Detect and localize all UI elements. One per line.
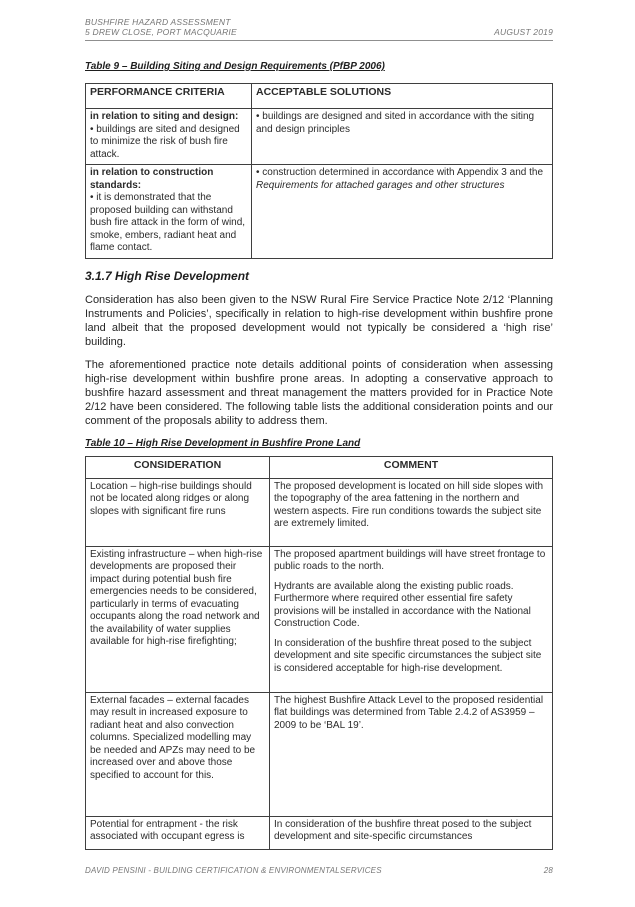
table-row <box>86 816 553 849</box>
header-site-address: 5 DREW CLOSE, PORT MACQUARIE <box>85 27 237 37</box>
criteria-body: • it is demonstrated that the proposed building can withstand bush fire attack in the form of wind, smoke, embers, radiant heat and flame contact. <box>90 192 246 253</box>
table10-row1-consideration-cell: Location – high-rise buildings should not be located along ridges or along slopes with significant fire runs <box>86 478 270 546</box>
table-row <box>86 109 553 165</box>
table9-header-row <box>86 84 553 109</box>
table9 <box>85 83 553 259</box>
solution-text: • buildings are designed and sited in accordance with the siting and design principles <box>256 111 535 135</box>
comment-paragraph: The highest Bushfire Attack Level to the proposed residential flat buildings was determined from Table 2.4.2 of AS3959 – 2009 to be ‘BAL 19’. <box>274 694 544 731</box>
table9-col-performance-criteria: PERFORMANCE CRITERIA <box>86 84 252 109</box>
criteria-body: • buildings are sited and designed to minimize the risk of bush fire attack. <box>90 123 240 160</box>
table10-row1-comment-cell <box>270 478 553 546</box>
table10-col-comment: COMMENT <box>270 456 553 478</box>
header-document-title: BUSHFIRE HAZARD ASSESSMENT <box>85 17 231 27</box>
page-footer <box>85 866 553 875</box>
table-row <box>86 165 553 259</box>
solution-text: • construction determined in accordance with Appendix 3 and the <box>256 167 544 178</box>
footer-page-number: 28 <box>543 866 553 875</box>
comment-paragraph: The proposed development is located on hill side slopes with the topography of the area fattening in the northern and western aspects. Fire run conditions towards the subject site are extremely limited. <box>274 480 544 529</box>
comment-paragraph: In consideration of the bushfire threat posed to the subject development and site-specific circumstances <box>274 818 532 842</box>
table10-caption: Table 10 – High Rise Development in Bushfire Prone Land <box>85 437 361 449</box>
table9-row2-solution-cell <box>252 165 553 259</box>
table-row <box>86 478 553 546</box>
footer-author: DAVID PENSINI - BUILDING CERTIFICATION & ENVIRONMENTALSERVICES <box>85 866 382 875</box>
table-row <box>86 546 553 692</box>
page-content <box>85 17 553 850</box>
table10-header-row <box>86 456 553 478</box>
table10 <box>85 456 553 850</box>
table10-row2-comment-cell <box>270 546 553 692</box>
solution-text-italic: Requirements for attached garages and other structures <box>256 179 505 191</box>
table9-col-acceptable-solutions: ACCEPTABLE SOLUTIONS <box>252 84 553 109</box>
page-header <box>85 17 553 41</box>
criteria-title: in relation to construction standards: <box>90 167 214 191</box>
table9-row1-solution-cell <box>252 109 553 165</box>
table10-row3-comment-cell <box>270 692 553 816</box>
table10-col-consideration: CONSIDERATION <box>86 456 270 478</box>
section-heading: 3.1.7 High Rise Development <box>85 268 250 283</box>
table9-row2-criteria-cell <box>86 165 252 259</box>
criteria-title: in relation to siting and design: <box>90 111 239 122</box>
table10-row2-consideration-cell: Existing infrastructure – when high-rise developments are proposed their impact during potential bush fire emergencies needs to be considered, particularly in terms of evacuating occupants along the road network and the availability of water supplies available for high-rise firefighting; <box>86 546 270 692</box>
comment-paragraph: In consideration of the bushfire threat posed to the subject development and site specific circumstances the subject site is considered acceptable for high-rise development. <box>274 637 542 674</box>
table10-row4-comment-cell <box>270 816 553 849</box>
comment-paragraph: The proposed apartment buildings will have street frontage to public roads to the north. <box>274 548 546 572</box>
table9-row1-criteria-cell <box>86 109 252 165</box>
section-paragraph-2: The aforementioned practice note details additional points of consideration when assessing high-rise development within bushfire prone areas. In adopting a conservative approach to bushfire hazard assessment and threat management the matters provided for in Practice Note 2/12 have been considered. The following table lists the additional consideration points and our comment of the proposals ability to address them. <box>85 358 553 427</box>
header-date: AUGUST 2019 <box>494 27 553 37</box>
header-left <box>85 17 237 37</box>
table10-row4-consideration-cell: Potential for entrapment - the risk associated with occupant egress is <box>86 816 270 849</box>
table9-caption: Table 9 – Building Siting and Design Requirements (PfBP 2006) <box>85 61 385 72</box>
comment-paragraph: Hydrants are available along the existing public roads. Furthermore where required other essential fire safety provisions will be installed in accordance with the National Construction Code. <box>274 580 531 629</box>
table10-row3-consideration-cell: External facades – external facades may result in increased exposure to radiant heat and also convection columns. Specialized modelling may be needed and APZs may need to be increased over and above those specified to account for this. <box>86 692 270 816</box>
section-paragraph-1: Consideration has also been given to the NSW Rural Fire Service Practice Note 2/12 ‘Planning Instruments and Policies’, specifically in relation to high-rise development within bushfire prone land albeit that the proposed development would not typically be considered a ‘high rise’ building. <box>85 293 553 348</box>
table-row <box>86 692 553 816</box>
